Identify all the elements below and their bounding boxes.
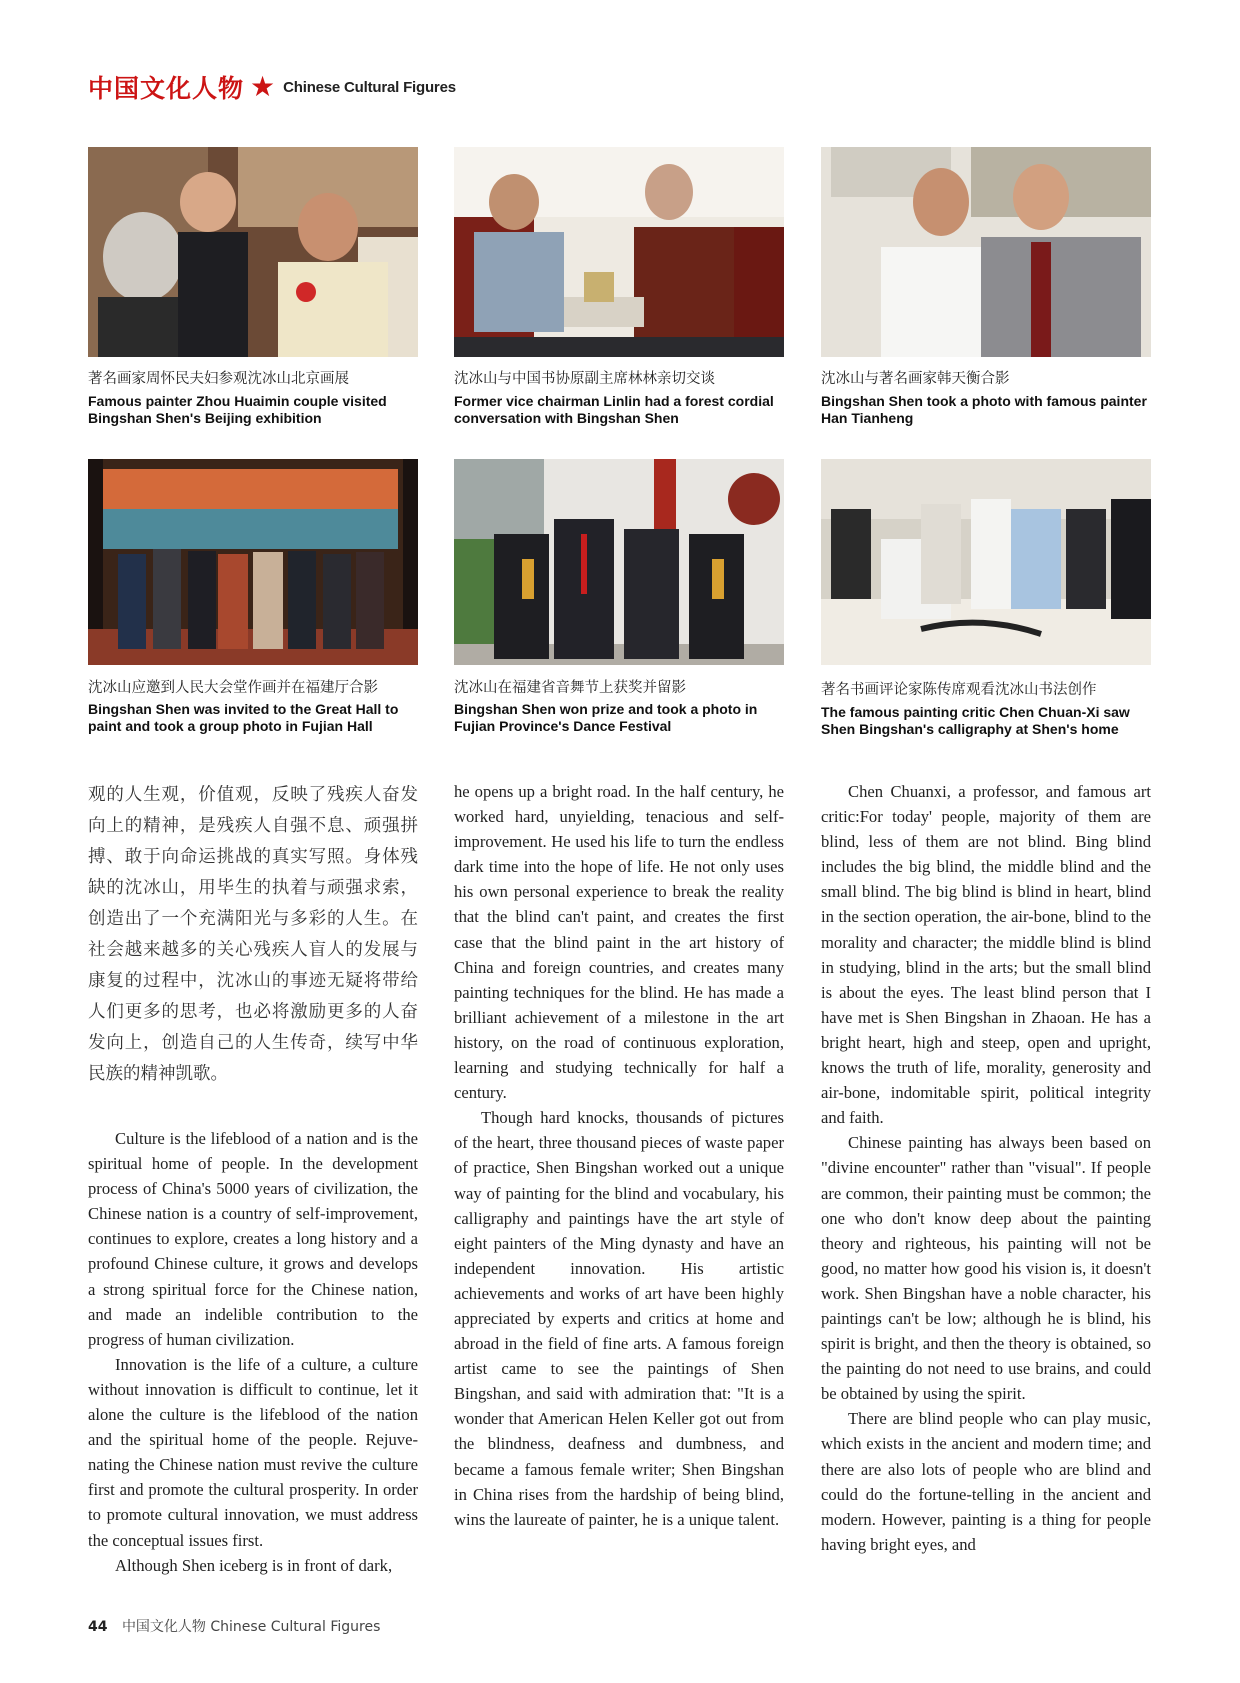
col3-paragraph-2: Chinese painting has always been based on "divine encounter" rather than "visual". If people are common, their painting must be common; the one who don't know deep about the painting theory and righteous, his painting will not be good, no matter how good his vision is, it doesn't work. Shen Bingshan have a noble character, his paintings can't be low; although he is blind, his spirit is bright, and then the theory is obtained, so the painting do not need to use brains, and could be obtained by using the spirit.: [821, 1133, 1151, 1404]
col3-paragraph-3: There are blind people who can play music, which exists in the ancient and modern time; and there are also lots of people who are blind and could do the fortune-telling in the ancient and modern. However, painting is a thing for people having bright eyes, and: [821, 1409, 1151, 1554]
footer-publication-title: 中国文化人物 Chinese Cultural Figures: [121, 1619, 381, 1635]
page-footer: [88, 1616, 380, 1636]
header-title-en: Chinese Cultural Figures: [283, 78, 456, 96]
col3-paragraph-1: Chen Chuanxi, a professor, and famous art critic:For today' people, majority of them are blind, less of them are not blind. Bing blind includes the big blind, the middle blind and the small blind. The big blind is blind in heart, blind in the section operation, the air-bone, blind to the morality and character; the middle blind is blind in studying, blind in the arts; but the small blind is about the eyes. The least blind person that I have met is Shen Bingshan in Zhaoan. He has a bright heart, high and steep, open and upright, knows the truth of life, morality, generosity and air-bone, indomitable spirit, political integrity and faith.: [821, 782, 1151, 1128]
col1-chinese-paragraph: 观的人生观，价值观，反映了残疾人奋发向上的精神，是残疾人自强不息、顽强拼搏、敢于向命运挑战的真实写照。身体残缺的沈冰山，用毕生的执着与顽强求索，创造出了一个充满阳光与多彩的人生。在社会越来越多的关心残疾人盲人的发展与康复的过程中，沈冰山的事迹无疑将带给人们更多的思考，也必将激励更多的人奋发向上，创造自己的人生传奇，续写中华民族的精神凯歌。: [88, 785, 418, 1084]
column-2: [454, 779, 784, 1532]
photo-2-caption-en: Former vice chairman Linlin had a forest cordial conversation with Bingshan Shen: [454, 393, 774, 426]
photo-2: [454, 147, 784, 357]
photo-5: [454, 459, 784, 665]
column-3: [821, 779, 1151, 1557]
col2-paragraph-2: Though hard knocks, thousands of pictures of the heart, three thousand pieces of waste paper of practice, Shen Bingshan worked out a unique way of painting for the blind and vocabulary, his calligraphy and paintings have the art style of eight painters of the Ming dynasty and have an independent innovation. His artistic achievements and works of art have been highly appreciated by experts and critics at home and abroad in the field of fine arts. A famous foreign artist came to see the paintings of Shen Bingshan, and said with admiration that: "It is a wonder that American Helen Keller got out from the blindness, deafness and dumbness, and became a famous female writer; Shen Bingshan in China rises from the hardship of being blind, wins the laureate of painter, he is a unique talent.: [454, 1108, 784, 1529]
col1-paragraph-1: Culture is the lifeblood of a nation and is the spiritual home of people. In the development process of China's 5000 years of civilization, the Chinese nation is a country of self-improvement, continues to explore, creates a long history and a profound Chinese culture, it grows and develops a strong spiritual force for the Chinese nation, and made an indelible contribution to the progress of human civilization.: [88, 1129, 418, 1349]
page-number: 44: [88, 1619, 108, 1635]
photo-4: [88, 459, 418, 665]
column-1: [88, 780, 418, 1578]
photo-6-caption-en: The famous painting critic Chen Chuan-Xi saw Shen Bingshan's calligraphy at Shen's home: [821, 704, 1130, 737]
col2-paragraph-1: he opens up a bright road. In the half century, he worked hard, unyielding, tenacious and self-improvement. He used his life to turn the endless dark time into the hope of life. He not only uses his own personal experience to break the reality that the blind can't paint, and creates the first case that the blind paint in the art history of China and foreign countries, and creates many painting techniques for the blind. He has made a brilliant achievement of a milestone in the art history, on the road of continuous exploration, learning and studying technically for half a century.: [454, 782, 784, 1103]
col1-paragraph-3: Although Shen iceberg is in front of dark,: [115, 1555, 393, 1575]
photo-3-caption-en: Bingshan Shen took a photo with famous painter Han Tianheng: [821, 393, 1147, 426]
photo-3-caption-cn: 沈冰山与著名画家韩天衡合影: [821, 371, 1010, 387]
star-icon: ★: [250, 70, 276, 103]
photo-3: [821, 147, 1151, 357]
photo-5-caption-en: Bingshan Shen won prize and took a photo in Fujian Province's Dance Festival: [454, 701, 758, 734]
photo-2-caption-cn: 沈冰山与中国书协原副主席林林亲切交谈: [454, 371, 715, 387]
photo-1-caption-en: Famous painter Zhou Huaimin couple visited Bingshan Shen's Beijing exhibition: [88, 393, 387, 426]
photo-1: [88, 147, 418, 357]
header-title-cn: 中国文化人物: [88, 74, 245, 103]
photo-6-caption-cn: 著名书画评论家陈传席观看沈冰山书法创作: [821, 682, 1097, 698]
photo-5-caption-cn: 沈冰山在福建省音舞节上获奖并留影: [454, 680, 686, 696]
photo-4-caption-en: Bingshan Shen was invited to the Great Hall to paint and took a group photo in Fujian Hall: [88, 701, 399, 734]
photo-6: [821, 459, 1151, 665]
col1-paragraph-2: Innovation is the life of a culture, a culture without innovation is difficult to continue, let it alone the culture is the lifeblood of the nation and the spiritual home of the people. Rejuvenating the Chinese nation must revive the culture first and promote the cultural prosperity. In order to promote cultural innovation, we must address the conceptual issues first.: [88, 1354, 418, 1550]
magazine-header: [88, 70, 456, 104]
photo-1-caption-cn: 著名画家周怀民夫妇参观沈冰山北京画展: [88, 371, 349, 387]
photo-4-caption-cn: 沈冰山应邀到人民大会堂作画并在福建厅合影: [88, 680, 378, 696]
